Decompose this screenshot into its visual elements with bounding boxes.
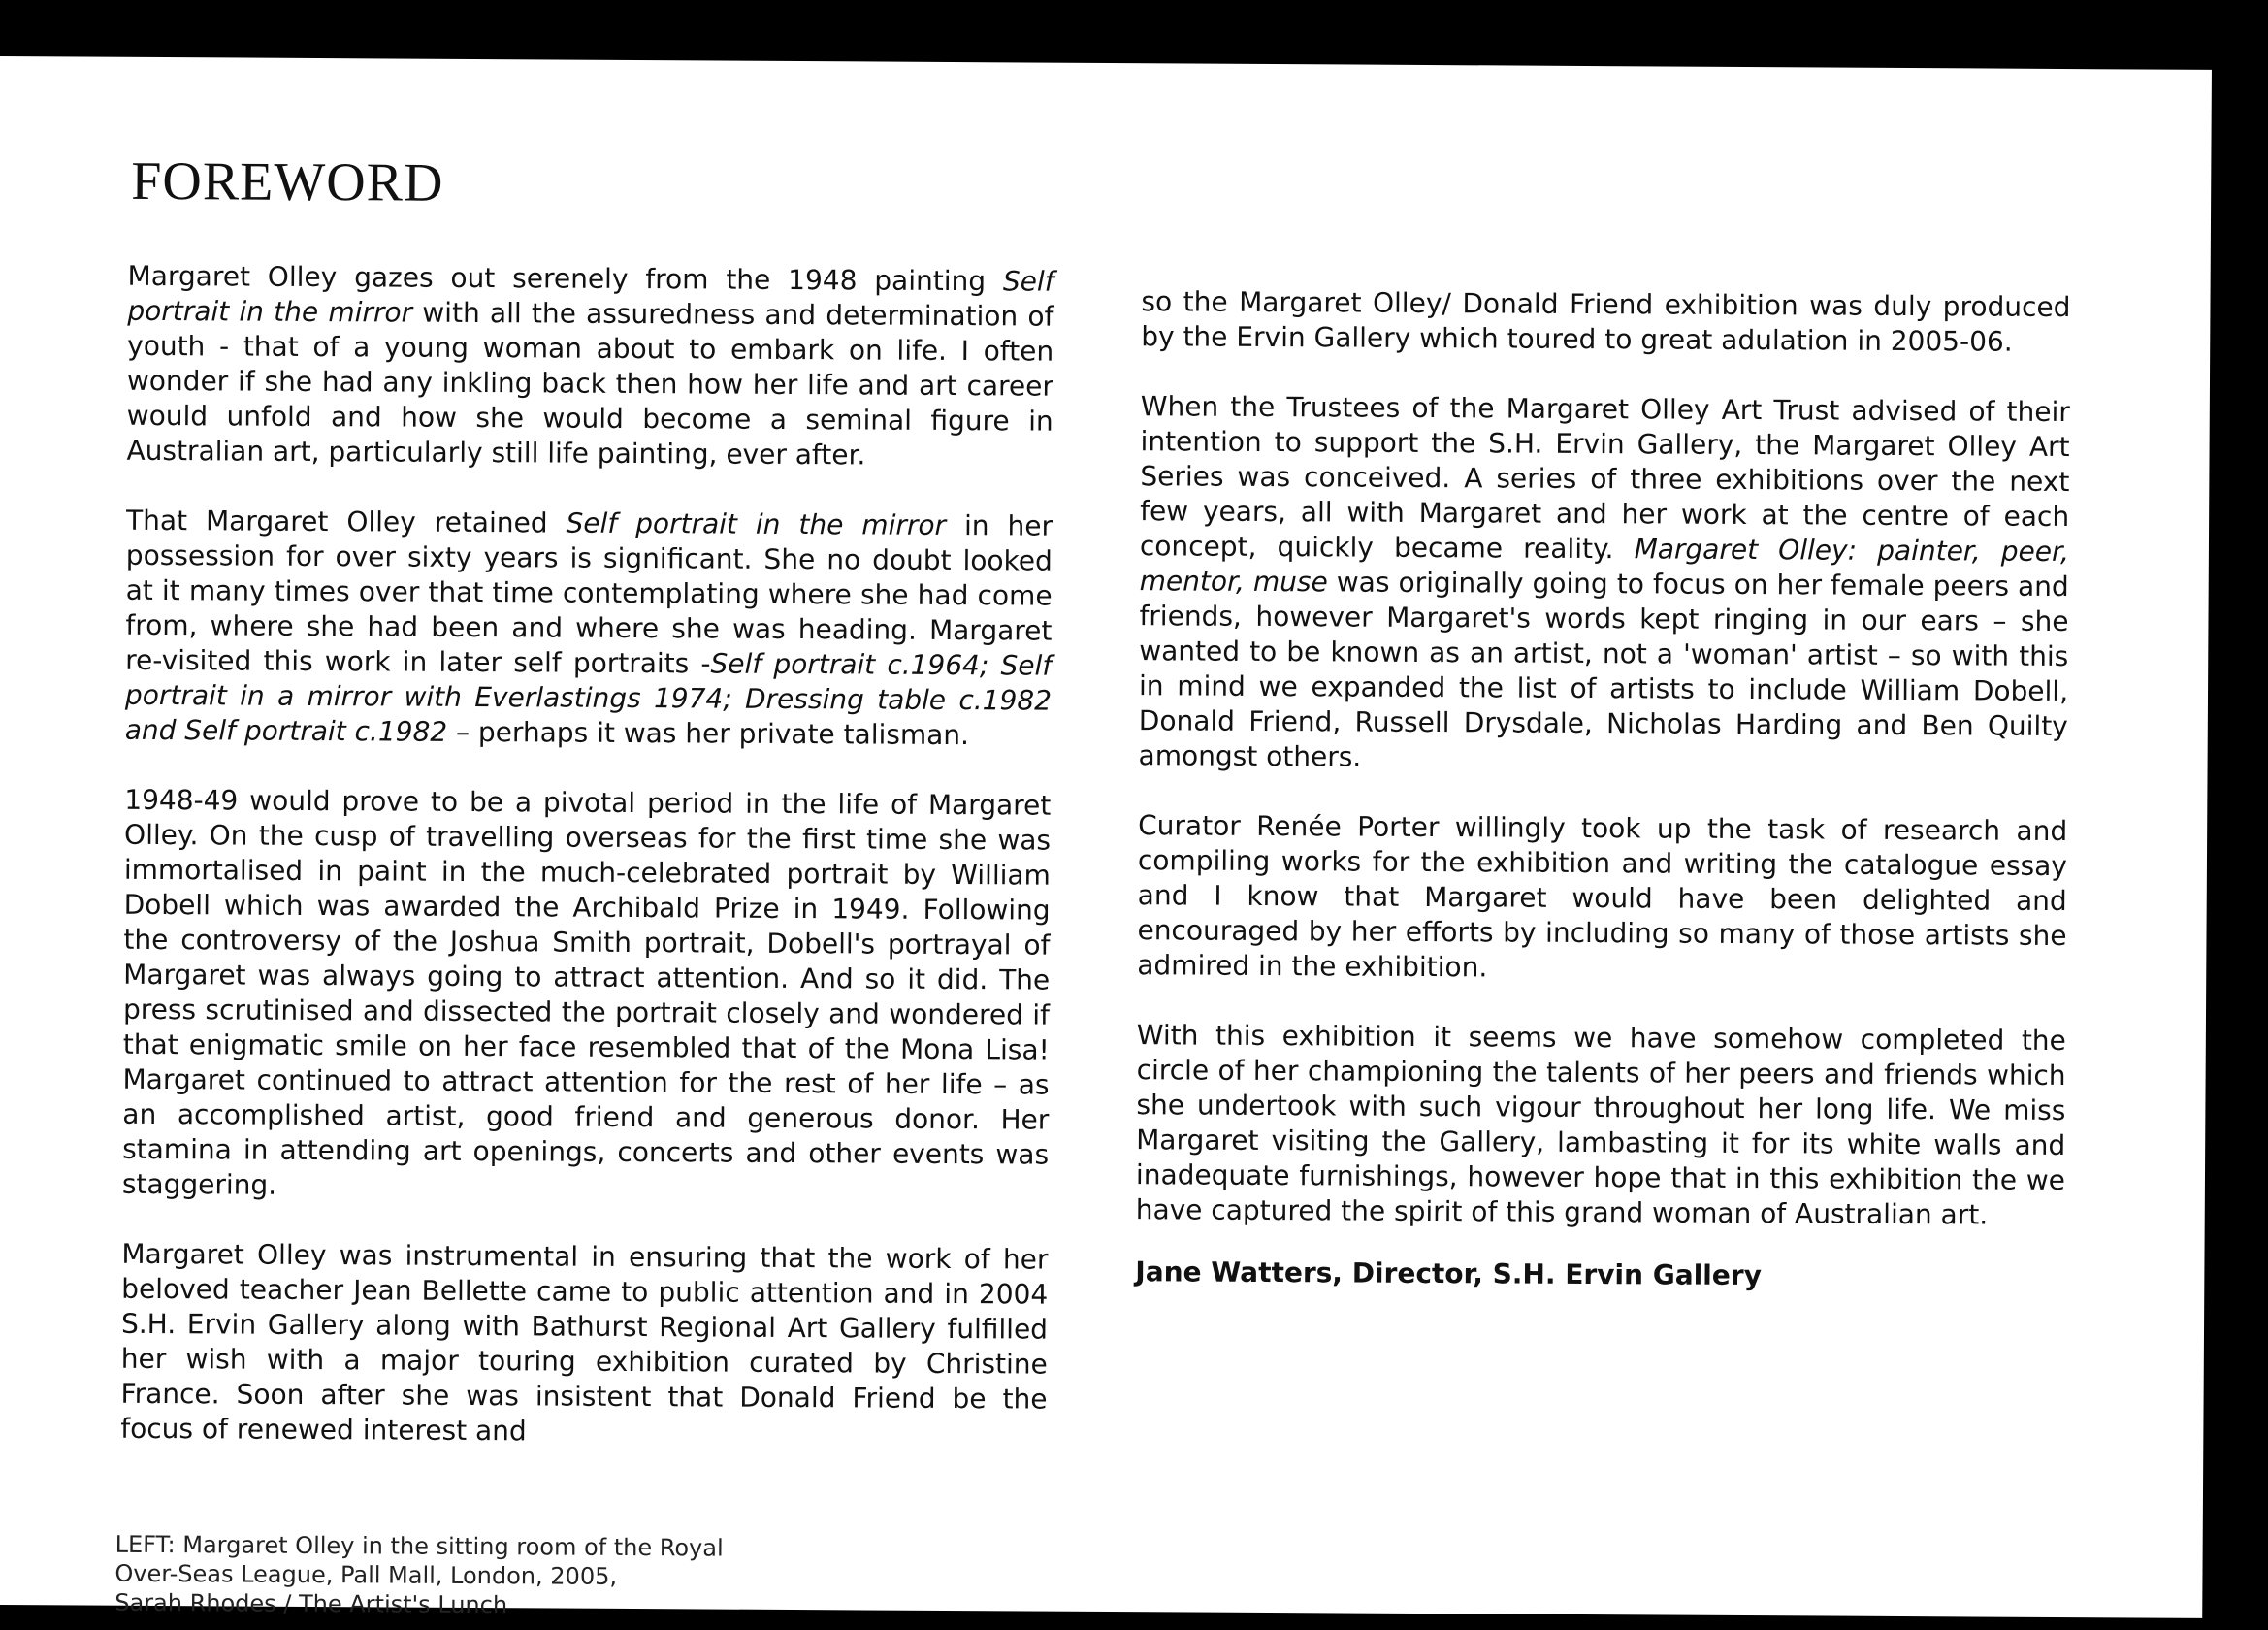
caption-line: Sarah Rhodes / The Artist's Lunch <box>114 1588 508 1619</box>
italic-run: Margaret Olley: painter, peer, mentor, muse <box>1139 533 2070 599</box>
scan-border <box>2212 0 2268 1605</box>
photo-caption <box>114 1530 814 1621</box>
right-paragraph-2 <box>1139 389 2070 779</box>
italic-run: Self portrait in the mirror <box>127 265 1054 329</box>
italic-run: Self portrait in the mirror <box>566 506 947 541</box>
right-paragraph-1: so the Margaret Olley/ Donald Friend exhibition was duly produced by the Ervin Gallery which toured to great adulation in 2005-06. <box>1141 285 2071 358</box>
left-paragraph-1 <box>126 259 1053 474</box>
document-page <box>0 56 2212 1618</box>
text-run: Margaret Olley gazes out serenely from the 1948 painting <box>127 259 1004 298</box>
left-paragraph-2 <box>125 504 1053 754</box>
right-paragraph-4: With this exhibition it seems we have somehow completed the circle of her championing the talents of her peers and friends which she undertook with such vigour throughout her long life. We miss Margaret visiting the Gallery, lambasting it for its white walls and inadequate furnishings, however hope that in this exhibition the we have captured the spirit of this grand woman of Australian art. <box>1135 1019 2066 1231</box>
italic-run: Self portrait c.1964; Self portrait in a mirror with Everlastings 1974; Dressing table c.1982 and Self portrait c.1982 <box>124 647 1053 748</box>
text-run: When the Trustees of the Margaret Olley Art Trust advised of their intention to support the S.H. Ervin Gallery, the Margaret Olley Art Series was conceived. A series of three exhibitions over the next few years, all with Margaret and her work at the centre of each concept, quickly became reality. <box>1139 390 2070 566</box>
caption-line: Over-Seas League, Pall Mall, London, 2005, <box>114 1559 618 1590</box>
left-paragraph-3: 1948-49 would prove to be a pivotal period in the life of Margaret Olley. On the cusp of travelling overseas for the first time she was immortalised in paint in the much-celebrated portrait by William Dobell which was awarded the Archibald Prize in 1949. Following the controversy of the Joshua Smith portrait, Dobell's portrayal of Margaret was always going to attract attention. And so it did. The press scrutinised and dissected the portrait closely and wondered if that enigmatic smile on her face resembled that of the Mona Lisa! Margaret continued to attract attention for the rest of her life – as an accomplished artist, good friend and generous donor. Her stamina in attending art openings, concerts and other events was staggering. <box>121 783 1052 1201</box>
text-run: was originally going to focus on her female peers and friends, however Margaret's words kept ringing in our ears – she wanted to be known as an artist, not a 'woman' artist – so with this in mind we expanded the list of artists to include William Dobell, Donald Friend, Russell Drysdale, Nicholas Harding and Ben Quilty amongst others. <box>1138 566 2069 773</box>
page-title: FOREWORD <box>131 150 444 213</box>
signature: Jane Watters, Director, S.H. Ervin Gallery <box>1135 1255 1762 1292</box>
text-run: That Margaret Olley retained <box>125 504 567 539</box>
caption-line: LEFT: Margaret Olley in the sitting room of the Royal <box>114 1530 724 1562</box>
left-paragraph-4: Margaret Olley was instrumental in ensuring that the work of her beloved teacher Jean Bellette came to public attention and in 2004 S.H. Ervin Gallery along with Bathurst Regional Art Gallery fulfilled her wish with a major touring exhibition curated by Christine France. Soon after she was insistent that Donald Friend be the focus of renewed interest and <box>120 1237 1049 1448</box>
text-run: – perhaps it was her private talisman. <box>447 715 970 752</box>
right-paragraph-3: Curator Renée Porter willingly took up the task of research and compiling works for the exhibition and writing the catalogue essay and I know that Margaret would have been delighted and encouraged by her efforts by including so many of those artists she admired in the exhibition. <box>1137 809 2068 984</box>
right-column <box>1135 284 2070 1295</box>
text-run: with all the assuredness and determination of youth - that of a young woman about to embark on life. I often wonder if she had any inkling back then how her life and art career would unfold and how she would become a seminal figure in Australian art, particularly still life painting, ever after. <box>126 296 1054 472</box>
text-run: in her possession for over sixty years is significant. She no doubt looked at it many times over that time contemplating where she had come from, where she had been and where she was heading. Margaret re-visited this work in later self portraits - <box>125 508 1053 680</box>
left-column <box>120 259 1053 1452</box>
